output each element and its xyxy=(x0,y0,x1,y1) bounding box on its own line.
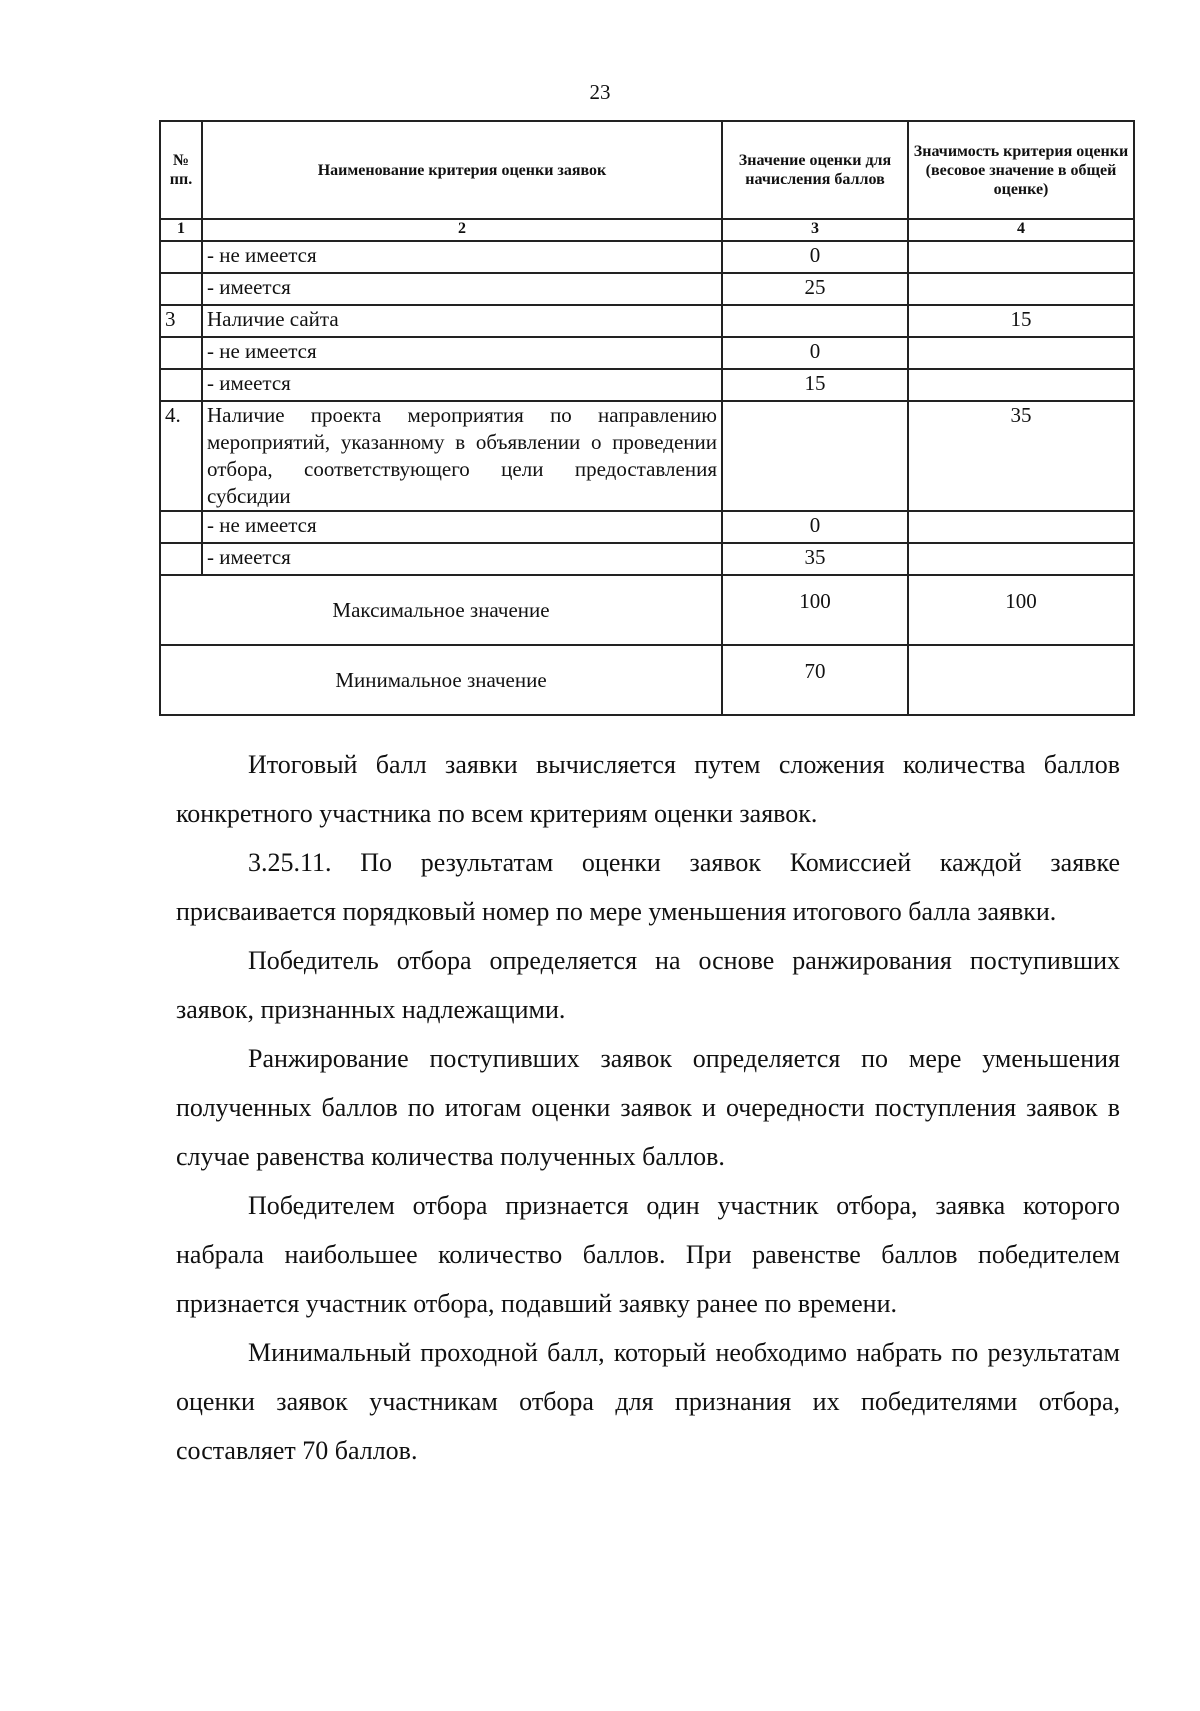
column-number: 2 xyxy=(202,219,722,241)
row-name: - имеется xyxy=(202,273,722,305)
row-value: 35 xyxy=(722,543,908,575)
row-num xyxy=(160,241,202,273)
min-row xyxy=(160,645,1134,715)
row-weight xyxy=(908,543,1134,575)
row-value: 25 xyxy=(722,273,908,305)
min-label: Минимальное значение xyxy=(160,645,722,715)
row-weight: 35 xyxy=(908,401,1134,511)
header-value: Значение оценки для начисления баллов xyxy=(722,121,908,219)
row-weight xyxy=(908,273,1134,305)
row-weight xyxy=(908,369,1134,401)
page-number: 23 xyxy=(589,80,611,104)
row-num xyxy=(160,369,202,401)
paragraph: Минимальный проходной балл, который необходимо набрать по результатам оценки заявок участникам отбора для признания их победителями отбора, составляет 70 баллов. xyxy=(176,1338,1120,1465)
paragraph: Ранжирование поступивших заявок определяется по мере уменьшения полученных баллов по итогам оценки заявок и очередности поступления заявок в случае равенства количества полученных баллов. xyxy=(176,1044,1120,1171)
row-value xyxy=(722,305,908,337)
column-number: 1 xyxy=(160,219,202,241)
table-row xyxy=(160,305,1134,337)
row-weight xyxy=(908,241,1134,273)
row-value xyxy=(722,401,908,511)
row-name: Наличие проекта мероприятия по направлению мероприятий, указанному в объявлении о проведении отбора, соответствующего цели предоставления субсидии xyxy=(202,401,722,511)
row-name: - не имеется xyxy=(202,241,722,273)
row-num: 4. xyxy=(160,401,202,511)
row-weight: 15 xyxy=(908,305,1134,337)
column-number: 3 xyxy=(722,219,908,241)
column-number-row xyxy=(160,219,1134,241)
table-row xyxy=(160,241,1134,273)
table-row xyxy=(160,511,1134,543)
table-row xyxy=(160,401,1134,511)
paragraph: Победитель отбора определяется на основе ранжирования поступивших заявок, признанных надлежащими. xyxy=(176,946,1120,1024)
paragraph: 3.25.11. По результатам оценки заявок Комиссией каждой заявке присваивается порядковый номер по мере уменьшения итогового балла заявки. xyxy=(176,848,1120,926)
max-value: 100 xyxy=(722,575,908,645)
row-num xyxy=(160,511,202,543)
table-header-row xyxy=(160,121,1134,219)
min-value: 70 xyxy=(722,645,908,715)
row-name: - имеется xyxy=(202,543,722,575)
paragraph: Итоговый балл заявки вычисляется путем сложения количества баллов конкретного участника по всем критериям оценки заявок. xyxy=(176,750,1120,828)
row-name: - не имеется xyxy=(202,511,722,543)
criteria-table xyxy=(159,120,1135,716)
header-num: № пп. xyxy=(160,121,202,219)
max-weight: 100 xyxy=(908,575,1134,645)
max-label: Максимальное значение xyxy=(160,575,722,645)
row-weight xyxy=(908,337,1134,369)
min-weight xyxy=(908,645,1134,715)
row-num xyxy=(160,337,202,369)
body-text xyxy=(176,740,1120,1475)
paragraph: Победителем отбора признается один участник отбора, заявка которого набрала наибольшее количество баллов. При равенстве баллов победителем признается участник отбора, подавший заявку ранее по времени. xyxy=(176,1191,1120,1318)
row-value: 0 xyxy=(722,511,908,543)
header-name: Наименование критерия оценки заявок xyxy=(202,121,722,219)
row-num xyxy=(160,543,202,575)
max-row xyxy=(160,575,1134,645)
row-num xyxy=(160,273,202,305)
row-value: 15 xyxy=(722,369,908,401)
header-weight: Значимость критерия оценки (весовое значение в общей оценке) xyxy=(908,121,1134,219)
column-number: 4 xyxy=(908,219,1134,241)
row-value: 0 xyxy=(722,241,908,273)
row-value: 0 xyxy=(722,337,908,369)
row-name: - имеется xyxy=(202,369,722,401)
table-row xyxy=(160,369,1134,401)
row-name: Наличие сайта xyxy=(202,305,722,337)
table-row xyxy=(160,337,1134,369)
row-weight xyxy=(908,511,1134,543)
row-num: 3 xyxy=(160,305,202,337)
row-name: - не имеется xyxy=(202,337,722,369)
table-row xyxy=(160,273,1134,305)
table-row xyxy=(160,543,1134,575)
